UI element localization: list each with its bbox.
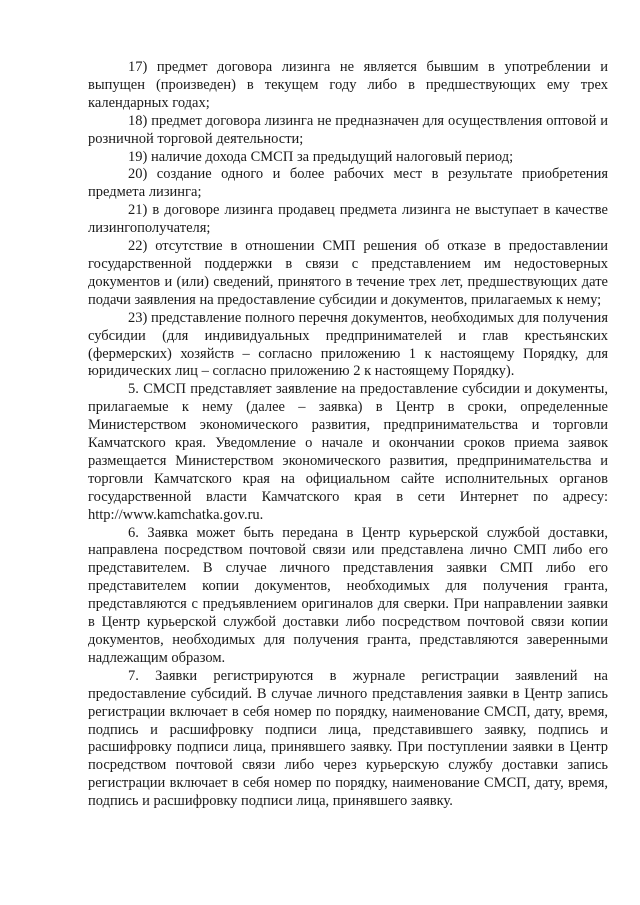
paragraph-item-20: 20) создание одного и более рабочих мест в результате приобретения предмета лизинга; xyxy=(88,166,608,201)
paragraph-item-23: 23) представление полного перечня документов, необходимых для получения субсидии (для индивидуальных предпринимателей и глав крестьянских (фермерских) хозяйств – согласно приложению 1 к настоящему Порядку, для юридических лиц – согласно приложению 2 к настоящему Порядку). xyxy=(88,309,608,380)
paragraph-item-22: 22) отсутствие в отношении СМП решения об отказе в предоставлении государственной поддержки в связи с представлением им недостоверных документов и (или) сведений, принятого в течение трех лет, предшествующих дате подачи заявления на предоставление субсидии и документов, прилагаемых к нему; xyxy=(88,238,608,308)
paragraph-section-5: 5. СМСП представляет заявление на предоставление субсидии и документы, прилагаемые к нему (далее – заявка) в Центр в сроки, определенные Министерством экономического развития, предпринимательства и торговли Камчатского края. Уведомление о начале и окончании сроков приема заявок размещается Министерством экономического развития, предпринимательства и торговли Камчатского края на официальном сайте исполнительных органов государственной власти Камчатского края в сети Интернет по адресу: http://www.kamchatka.gov.ru. xyxy=(88,381,608,523)
document-page xyxy=(88,59,608,811)
paragraph-item-21: 21) в договоре лизинга продавец предмета лизинга не выступает в качестве лизингополучателя; xyxy=(88,202,608,237)
paragraph-item-17: 17) предмет договора лизинга не является бывшим в употреблении и выпущен (произведен) в текущем году либо в предшествующих ему трех календарных годах; xyxy=(88,59,608,111)
paragraph-section-6: 6. Заявка может быть передана в Центр курьерской службой доставки, направлена посредством почтовой связи или представлена лично СМП либо его представителем. В случае личного представления заявки СМП либо его представителем копии документов, необходимых для получения гранта, представляются с предъявлением оригиналов для сверки. При направлении заявки в Центр курьерской службой доставки либо посредством почтовой связи копии документов, необходимых для получения гранта, представляются заверенными надлежащим образом. xyxy=(88,524,608,666)
paragraph-item-19: 19) наличие дохода СМСП за предыдущий налоговый период; xyxy=(128,148,514,165)
paragraph-section-7: 7. Заявки регистрируются в журнале регистрации заявлений на предоставление субсидий. В случае личного представления заявки в Центр запись регистрации включает в себя номер по порядку, наименование СМСП, дату, время, подпись и расшифровку подписи лица, представившего заявку, подпись и расшифровку подписи лица, принявшего заявку. При поступлении заявки в Центр посредством почтовой связи либо через курьерскую службу доставки запись регистрации включает в себя номер по порядку, наименование СМСП, дату, время, подпись и расшифровку подписи лица, принявшего заявку. xyxy=(88,667,608,810)
paragraph-item-18: 18) предмет договора лизинга не предназначен для осуществления оптовой и розничной торговой деятельности; xyxy=(88,112,608,147)
